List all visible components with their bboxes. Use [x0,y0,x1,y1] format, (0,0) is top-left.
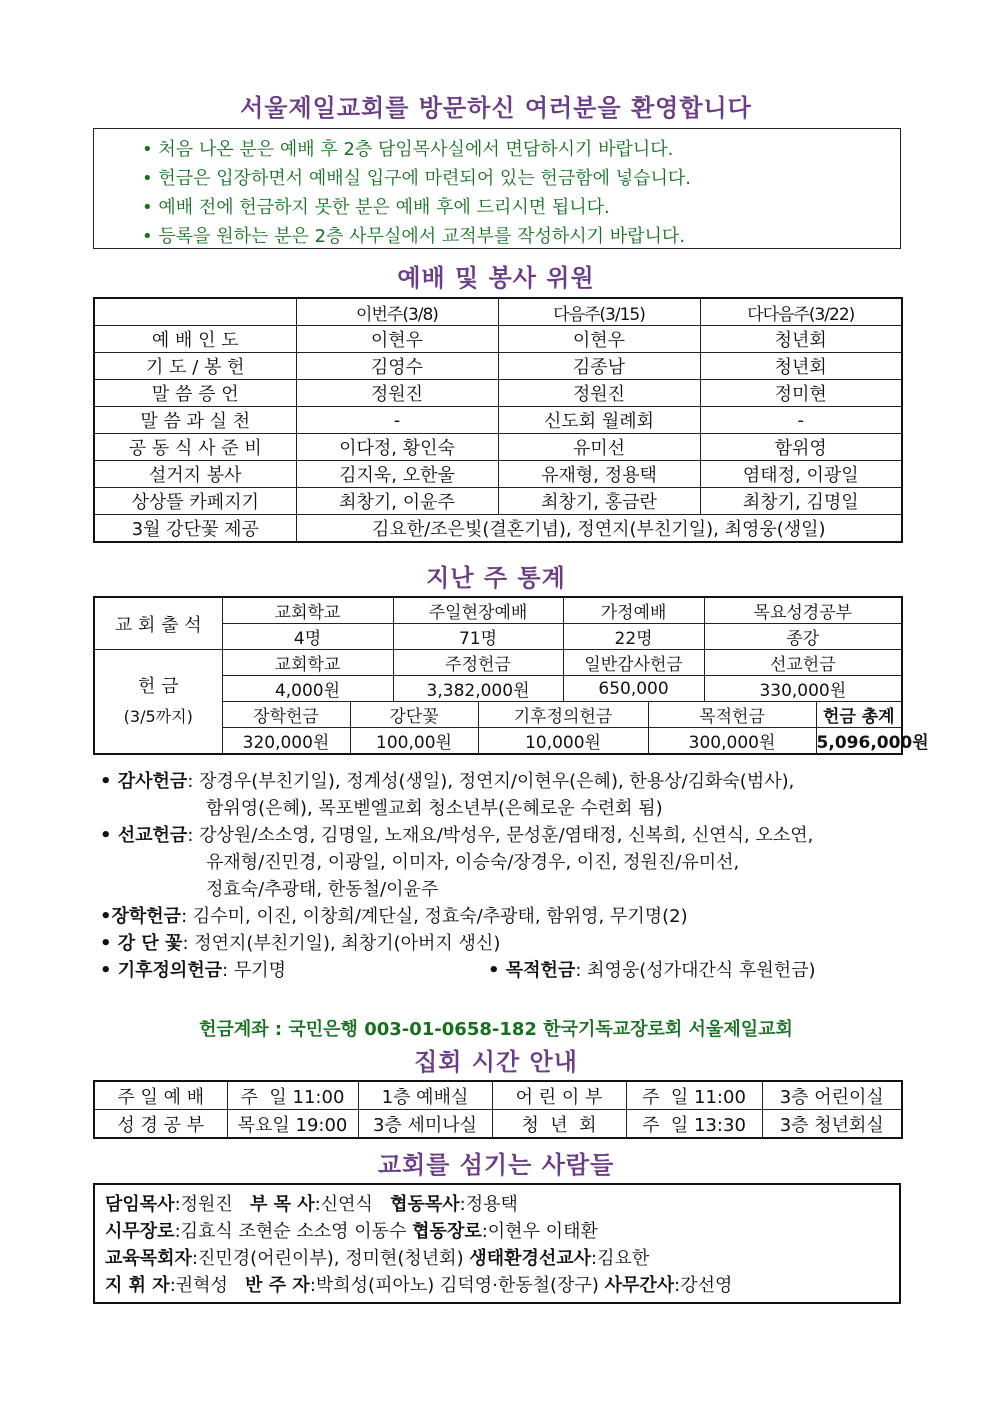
flower-row: • 강 단 꽃: 정연지(부친기일), 최창기(아버지 생신) [100,933,501,954]
role-value: :김효식 조현순 소소영 이동수 [174,1221,413,1242]
role-value: :정원진 [174,1194,233,1215]
table-cell: 3층 청년회실 [762,1110,902,1139]
table-header-row [94,298,902,326]
table-cell: 최창기, 이윤주 [296,488,498,515]
scholar-label: •장학헌금 [100,906,182,927]
mission-label: • 선교헌금 [100,825,188,846]
role-value: :박희성(피아노) 김덕영·한동철(장구) [309,1275,605,1296]
table-cell: 김종남 [498,353,700,380]
total-value-cell: 5,096,000원 [816,728,902,755]
table-cell: - [700,407,902,434]
climate-text: 무기명 [233,960,287,981]
header-cell: 다다음주(3/22) [700,298,902,326]
table-row [94,515,902,543]
table-cell: 이다정, 황인숙 [296,434,498,461]
role-cell: 예 배 인 도 [94,326,296,353]
table-cell: 이현우 [296,326,498,353]
people-line [105,1245,899,1272]
table-cell: 정미현 [700,380,902,407]
role-label: 협동장로 [412,1221,482,1242]
table-cell: 주 일 13:30 [626,1110,762,1139]
welcome-line: • 처음 나온 분은 예배 후 2층 담임목사실에서 면담하시기 바랍니다. [142,135,900,164]
table-row [94,1110,902,1139]
people-title: 교회를 섬기는 사람들 [377,1151,615,1179]
attendance-label: 교 회 출 석 [94,597,222,650]
flower-cell: 김요한/조은빛(결혼기념), 정연지(부친기일), 최영웅(생일) [296,515,902,543]
mission-text: 강상원/소소영, 김명일, 노재요/박성우, 문성훈/염태정, 신복희, 신연식, 오소연, [199,825,814,846]
role-label: 반 주 자 [245,1275,310,1296]
table-cell: 최창기, 김명일 [700,488,902,515]
table-cell: 10,000원 [478,728,648,755]
offering-label [94,650,222,755]
table-row [94,461,902,488]
table-cell: 목요일 19:00 [227,1110,358,1139]
table-cell: 주 일 예 배 [94,1081,227,1110]
role-value: :신연식 [314,1194,373,1215]
table-cell: 이현우 [498,326,700,353]
table-row [94,326,902,353]
table-cell: 4,000원 [222,676,393,702]
table-cell: 목적헌금 [648,702,816,728]
stats-title: 지난 주 통계 [426,564,566,592]
table-cell: 강단꽃 [350,702,478,728]
table-cell: 4명 [222,624,393,650]
offering-notes [100,768,910,984]
table-cell: - [296,407,498,434]
role-value: :강선영 [674,1275,733,1296]
table-cell: 650,000 [563,676,704,702]
role-value: :이현우 이태환 [481,1221,598,1242]
table-cell: 김영수 [296,353,498,380]
table-cell: 염태정, 이광일 [700,461,902,488]
role-value: :권혁성 [169,1275,234,1296]
table-cell: 주 일 11:00 [626,1081,762,1110]
table-cell: 주정헌금 [393,650,563,676]
table-cell: 목요성경공부 [704,597,902,624]
table-cell: 유재형, 정용택 [498,461,700,488]
mission-row-cont: 유재형/진민경, 이광일, 이미자, 이승숙/장경우, 이진, 정원진/유미선, [206,852,740,873]
role-label: 협동목사 [390,1194,460,1215]
table-row [94,434,902,461]
table-cell: 유미선 [498,434,700,461]
table-cell: 성 경 공 부 [94,1110,227,1139]
table-cell: 3층 세미나실 [358,1110,492,1139]
table-row [94,407,902,434]
service-title: 예배 및 봉사 위원 [397,264,595,292]
table-cell: 교회학교 [222,650,393,676]
table-cell: 교회학교 [222,597,393,624]
table-cell: 1층 예배실 [358,1081,492,1110]
thanks-text: 장경우(부친기일), 정계성(생일), 정연지/이현우(은혜), 한용상/김화숙(범사), [199,771,795,792]
table-cell: 정원진 [296,380,498,407]
role-cell: 말 씀 증 언 [94,380,296,407]
role-cell: 설거지 봉사 [94,461,296,488]
table-cell: 청년회 [700,326,902,353]
table-cell: 신도회 월례회 [498,407,700,434]
table-row [94,650,902,676]
role-cell: 공 동 식 사 준 비 [94,434,296,461]
role-label: 담임목사 [105,1194,175,1215]
welcome-title: 서울제일교회를 방문하신 여러분을 환영합니다 [240,94,752,122]
table-cell: 3층 어린이실 [762,1081,902,1110]
purpose-text: 최영웅(성가대간식 후원헌금) [587,960,816,981]
table-cell: 330,000원 [704,676,902,702]
thanks-row-cont: 함위영(은혜), 목포벧엘교회 청소년부(은혜로운 수련회 됨) [206,798,663,819]
role-label: 시무장로 [105,1221,175,1242]
welcome-line: • 헌금은 입장하면서 예배실 입구에 마련되어 있는 헌금함에 넣습니다. [142,164,900,193]
table-cell: 어 린 이 부 [492,1081,626,1110]
table-cell: 71명 [393,624,563,650]
role-label: 지 휘 자 [105,1275,170,1296]
purpose-label: • 목적헌금 [488,960,576,981]
table-cell: 일반감사헌금 [563,650,704,676]
table-cell: 100,00원 [350,728,478,755]
table-cell: 가정예배 [563,597,704,624]
role-cell: 기 도 / 봉 헌 [94,353,296,380]
flower-label: • 강 단 꽃 [100,933,183,954]
meetings-table [93,1080,903,1139]
mission-row: • 선교헌금: 강상원/소소영, 김명일, 노재요/박성우, 문성훈/염태정, 신복희, 신연식, 오소연, [100,825,814,846]
header-cell: 다음주(3/15) [498,298,700,326]
purpose-group: • 목적헌금: 최영웅(성가대간식 후원헌금) [488,960,816,981]
people-line [105,1191,899,1218]
offering-sub-text: (3/5까지) [123,706,193,726]
thanks-label: • 감사헌금 [100,771,188,792]
flower-text: 정연지(부친기일), 최창기(아버지 생신) [194,933,501,954]
people-line [105,1272,899,1299]
table-cell: 주일현장예배 [393,597,563,624]
welcome-line: • 예배 전에 헌금하지 못한 분은 예배 후에 드리시면 됩니다. [142,193,900,222]
table-row [94,353,902,380]
people-line [105,1218,899,1245]
table-cell: 기후정의헌금 [478,702,648,728]
offering-label-text: 헌 금 [138,675,179,697]
role-cell: 상상뜰 카페지기 [94,488,296,515]
table-cell: 주 일 11:00 [227,1081,358,1110]
table-cell: 종강 [704,624,902,650]
header-cell: 이번주(3/8) [296,298,498,326]
table-cell: 장학헌금 [222,702,350,728]
table-cell: 320,000원 [222,728,350,755]
table-cell: 3,382,000원 [393,676,563,702]
climate-label: • 기후정의헌금 [100,960,223,981]
table-cell: 300,000원 [648,728,816,755]
role-label: 부 목 사 [249,1194,315,1215]
scholar-text: 김수미, 이진, 이창희/계단실, 정효숙/추광태, 함위영, 무기명(2) [192,906,688,927]
thanks-row: • 감사헌금: 장경우(부친기일), 정계성(생일), 정연지/이현우(은혜), 한용상/김화숙(범사), [100,771,795,792]
table-cell: 정원진 [498,380,700,407]
table-cell: 김지욱, 오한울 [296,461,498,488]
table-cell: 22명 [563,624,704,650]
role-value: :김요한 [591,1248,650,1269]
bank-account: 헌금계좌 : 국민은행 003-01-0658-182 한국기독교장로회 서울제일교회 [199,1019,793,1040]
table-row [94,597,902,624]
role-value: :정용택 [459,1194,518,1215]
climate-purpose-row: • 기후정의헌금: 무기명 • 목적헌금: 최영웅(성가대간식 후원헌금) [100,957,910,984]
role-value: :진민경(어린이부), 정미현(청년회) [191,1248,470,1269]
table-cell: 최창기, 홍금란 [498,488,700,515]
table-cell: 청 년 회 [492,1110,626,1139]
table-row [94,380,902,407]
welcome-line: • 등록을 원하는 분은 2층 사무실에서 교적부를 작성하시기 바랍니다. [142,222,900,251]
role-cell: 3월 강단꽃 제공 [94,515,296,543]
table-cell: 청년회 [700,353,902,380]
total-header-cell: 헌금 총계 [816,702,902,728]
service-table [93,297,903,543]
role-cell: 말 씀 과 실 천 [94,407,296,434]
table-cell: 선교헌금 [704,650,902,676]
welcome-box [93,128,901,249]
stats-table [93,596,929,755]
meetings-title: 집회 시간 안내 [414,1048,578,1076]
role-label: 생태환경선교사 [469,1248,592,1269]
header-cell [94,298,296,326]
role-label: 교육목회자 [105,1248,192,1269]
role-label: 사무간사 [604,1275,675,1296]
table-row [94,1081,902,1110]
table-row [94,488,902,515]
scholar-row: •장학헌금: 김수미, 이진, 이창희/계단실, 정효숙/추광태, 함위영, 무기명(2) [100,906,688,927]
mission-row-cont: 정효숙/추광태, 한동철/이윤주 [206,879,439,900]
table-cell: 함위영 [700,434,902,461]
people-box [93,1183,901,1304]
